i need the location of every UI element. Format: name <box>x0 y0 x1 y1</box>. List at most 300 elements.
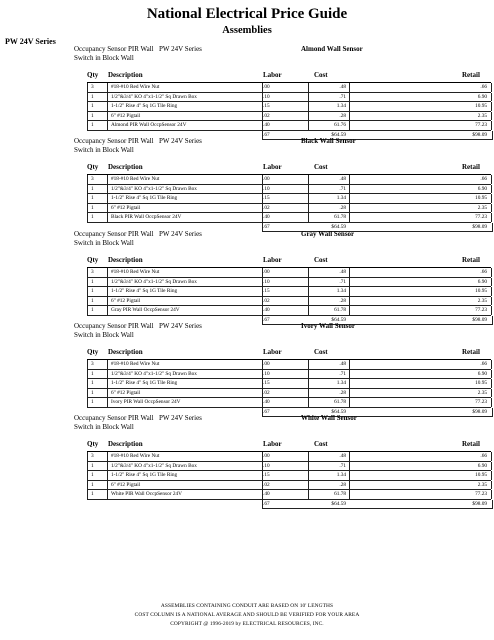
cell-border <box>491 185 492 194</box>
total-retail: $98.09 <box>472 223 487 230</box>
total-cost: $64.59 <box>331 500 346 507</box>
cell-border <box>491 297 492 306</box>
header-retail: Retail <box>462 440 480 448</box>
cell-cost: .28 <box>339 112 346 119</box>
cell-cost: 61.78 <box>334 491 346 498</box>
cell-border <box>491 93 492 102</box>
cell-qty: 1 <box>91 185 94 192</box>
cell-border <box>349 185 350 194</box>
cell-border <box>87 398 88 407</box>
cell-labor: .15 <box>263 195 270 202</box>
cell-qty: 1 <box>91 122 94 129</box>
table-row <box>87 194 491 204</box>
cell-border <box>349 297 350 306</box>
cell-description: 1/2"&3/4" KO 4"x1-1/2" Sq Drawn Box <box>111 278 197 285</box>
total-labor: .67 <box>263 500 270 507</box>
cell-border <box>491 452 492 461</box>
cell-border <box>107 398 108 407</box>
assembly-item: Occupancy Sensor PIR Wall <box>74 414 154 422</box>
cell-border <box>349 278 350 287</box>
cell-qty: 3 <box>91 453 94 459</box>
cell-labor: .00 <box>263 176 270 182</box>
cell-cost: .48 <box>339 84 346 90</box>
cell-border <box>87 452 88 461</box>
cell-border <box>87 278 88 287</box>
cell-cost: .48 <box>339 176 346 182</box>
cell-description: 6" #12 Pigtail <box>111 297 141 304</box>
table-row <box>87 306 491 316</box>
table-header <box>0 256 494 266</box>
cell-border <box>87 370 88 379</box>
cell-border <box>491 360 492 369</box>
table-header <box>0 71 494 81</box>
cell-border <box>107 268 108 277</box>
assembly-location: Switch in Block Wall <box>74 54 134 62</box>
cell-retail: 77.23 <box>475 122 487 129</box>
series-label: PW 24V Series <box>5 37 56 46</box>
cell-border <box>107 297 108 306</box>
header-cost: Cost <box>314 71 328 79</box>
table-row <box>87 360 491 370</box>
cell-border <box>107 462 108 471</box>
cell-border <box>349 268 350 277</box>
cell-description: #18-#10 Red Wire Nut <box>111 176 160 182</box>
assembly-series: PW 24V Series <box>159 45 202 53</box>
cell-border <box>107 83 108 92</box>
header-description: Description <box>108 440 143 448</box>
assembly-item: Occupancy Sensor PIR Wall <box>74 322 154 330</box>
total-retail: $98.09 <box>472 408 487 415</box>
cell-border <box>87 194 88 203</box>
assembly-location: Switch in Block Wall <box>74 239 134 247</box>
cell-labor: .40 <box>263 122 270 129</box>
cell-retail: 2.35 <box>477 204 487 211</box>
cell-border <box>349 175 350 184</box>
cell-border <box>87 83 88 92</box>
cell-cost: 1.34 <box>336 472 346 479</box>
header-qty: Qty <box>87 256 99 264</box>
assembly-location: Switch in Block Wall <box>74 146 134 154</box>
cell-border <box>107 194 108 203</box>
table-row <box>87 370 491 380</box>
cell-border <box>491 83 492 92</box>
cell-border <box>87 471 88 480</box>
footer-copyright: COPYRIGHT @ 1996-2019 by ELECTRICAL RESOURCES, INC. <box>170 621 324 627</box>
cell-border <box>349 379 350 388</box>
cell-cost: .28 <box>339 204 346 211</box>
assembly-series: PW 24V Series <box>159 322 202 330</box>
cell-cost: .28 <box>339 389 346 396</box>
assembly-name: Gray Wall Sensor <box>301 230 355 238</box>
cell-labor: .02 <box>263 389 270 396</box>
cell-labor: .40 <box>263 307 270 314</box>
cell-labor: .02 <box>263 481 270 488</box>
cell-cost: .71 <box>339 93 346 100</box>
assembly-location: Switch in Block Wall <box>74 423 134 431</box>
cell-qty: 1 <box>91 288 94 295</box>
cell-cost: 61.78 <box>334 214 346 221</box>
cell-border <box>491 287 492 296</box>
parts-table <box>87 82 491 140</box>
total-box <box>262 223 493 232</box>
cell-retail: 6.90 <box>477 462 487 469</box>
total-labor: .67 <box>263 316 270 323</box>
cell-description: 1/2"&3/4" KO 4"x1-1/2" Sq Drawn Box <box>111 462 197 469</box>
total-box <box>262 131 493 140</box>
cell-border <box>107 185 108 194</box>
header-labor: Labor <box>263 163 282 171</box>
total-cost: $64.59 <box>331 131 346 138</box>
header-labor: Labor <box>263 71 282 79</box>
cell-border <box>349 83 350 92</box>
total-labor: .67 <box>263 408 270 415</box>
cell-border <box>107 306 108 315</box>
table-header <box>0 348 494 358</box>
cell-border <box>87 481 88 490</box>
table-row <box>87 268 491 278</box>
cell-qty: 1 <box>91 93 94 100</box>
cell-border <box>349 452 350 461</box>
cell-description: 1/2"&3/4" KO 4"x1-1/2" Sq Drawn Box <box>111 185 197 192</box>
header-qty: Qty <box>87 71 99 79</box>
cell-border <box>349 121 350 130</box>
cell-border <box>349 398 350 407</box>
total-box <box>262 408 493 417</box>
cell-description: 1/2"&3/4" KO 4"x1-1/2" Sq Drawn Box <box>111 93 197 100</box>
cell-border <box>349 360 350 369</box>
cell-border <box>87 185 88 194</box>
cell-border <box>87 213 88 222</box>
total-retail: $98.09 <box>472 131 487 138</box>
header-labor: Labor <box>263 348 282 356</box>
parts-table <box>87 451 491 509</box>
total-labor: .67 <box>263 131 270 138</box>
cell-qty: 1 <box>91 389 94 396</box>
cell-labor: .00 <box>263 84 270 90</box>
table-header <box>0 163 494 173</box>
cell-retail: 77.23 <box>475 214 487 221</box>
table-row <box>87 213 491 223</box>
cell-retail: 77.23 <box>475 399 487 406</box>
cell-border <box>349 490 350 499</box>
cell-description: #18-#10 Red Wire Nut <box>111 84 160 90</box>
cell-labor: .02 <box>263 297 270 304</box>
cell-cost: 61.76 <box>334 122 346 129</box>
cell-retail: 10.95 <box>475 103 487 110</box>
header-description: Description <box>108 256 143 264</box>
table-row <box>87 83 491 93</box>
cell-cost: .28 <box>339 297 346 304</box>
cell-border <box>87 389 88 398</box>
cell-border <box>491 194 492 203</box>
assembly-item: Occupancy Sensor PIR Wall <box>74 137 154 145</box>
cell-border <box>107 379 108 388</box>
cell-labor: .10 <box>263 370 270 377</box>
cell-cost: .48 <box>339 361 346 367</box>
cell-description: 1-1/2" Rise 4" Sq 1G Tile Ring <box>111 380 178 387</box>
total-cost: $64.59 <box>331 408 346 415</box>
cell-border <box>107 112 108 121</box>
total-cost: $64.59 <box>331 316 346 323</box>
cell-labor: .10 <box>263 93 270 100</box>
assembly-item: Occupancy Sensor PIR Wall <box>74 45 154 53</box>
cell-labor: .15 <box>263 380 270 387</box>
cell-border <box>107 360 108 369</box>
total-row <box>87 500 491 509</box>
assembly-name: Black Wall Sensor <box>301 137 356 145</box>
cell-qty: 1 <box>91 370 94 377</box>
cell-qty: 1 <box>91 481 94 488</box>
cell-border <box>87 268 88 277</box>
total-cost: $64.59 <box>331 223 346 230</box>
footer-cost-note: COST COLUMN IS A NATIONAL AVERAGE AND SHOULD BE VERIFIED FOR YOUR AREA <box>134 612 360 618</box>
cell-retail: 6.90 <box>477 185 487 192</box>
cell-cost: .71 <box>339 278 346 285</box>
cell-border <box>349 102 350 111</box>
cell-border <box>107 287 108 296</box>
cell-description: 1-1/2" Rise 4" Sq 1G Tile Ring <box>111 195 178 202</box>
cell-retail: 2.35 <box>477 481 487 488</box>
header-description: Description <box>108 71 143 79</box>
cell-border <box>491 268 492 277</box>
cell-border <box>491 490 492 499</box>
footer-conduit-note: ASSEMBLIES CONTAINING CONDUIT ARE BASED ON 10' LENGTHS <box>160 603 334 609</box>
table-header <box>0 440 494 450</box>
assembly-name: White Wall Sensor <box>301 414 357 422</box>
table-row <box>87 93 491 103</box>
table-row <box>87 175 491 185</box>
cell-border <box>349 389 350 398</box>
assembly-name: Ivory Wall Sensor <box>301 322 355 330</box>
cell-cost: 1.34 <box>336 195 346 202</box>
cell-qty: 1 <box>91 297 94 304</box>
cell-border <box>491 204 492 213</box>
cell-labor: .10 <box>263 185 270 192</box>
cell-labor: .40 <box>263 491 270 498</box>
table-row <box>87 452 491 462</box>
table-row <box>87 102 491 112</box>
cell-description: #18-#10 Red Wire Nut <box>111 453 160 459</box>
assembly-series: PW 24V Series <box>159 230 202 238</box>
cell-border <box>107 204 108 213</box>
cell-description: Ivory PIR Wall OccpSensor 24V <box>111 399 181 406</box>
cell-cost: .71 <box>339 462 346 469</box>
cell-border <box>87 490 88 499</box>
cell-border <box>349 462 350 471</box>
header-description: Description <box>108 348 143 356</box>
cell-border <box>491 389 492 398</box>
cell-border <box>349 306 350 315</box>
cell-labor: .10 <box>263 462 270 469</box>
header-retail: Retail <box>462 256 480 264</box>
cell-border <box>87 93 88 102</box>
cell-description: 1-1/2" Rise 4" Sq 1G Tile Ring <box>111 472 178 479</box>
cell-border <box>107 213 108 222</box>
cell-border <box>491 175 492 184</box>
cell-labor: .02 <box>263 112 270 119</box>
total-box <box>262 316 493 325</box>
cell-border <box>107 452 108 461</box>
assembly-name: Almond Wall Sensor <box>301 45 363 53</box>
cell-qty: 3 <box>91 269 94 275</box>
parts-table <box>87 359 491 417</box>
total-labor: .67 <box>263 223 270 230</box>
table-row <box>87 389 491 399</box>
header-labor: Labor <box>263 256 282 264</box>
cell-cost: 1.34 <box>336 288 346 295</box>
cell-qty: 3 <box>91 84 94 90</box>
cell-cost: .71 <box>339 370 346 377</box>
table-row <box>87 462 491 472</box>
cell-border <box>491 398 492 407</box>
header-retail: Retail <box>462 71 480 79</box>
cell-border <box>87 297 88 306</box>
cell-border <box>491 278 492 287</box>
cell-retail: .66 <box>480 176 487 182</box>
cell-labor: .15 <box>263 103 270 110</box>
cell-border <box>87 112 88 121</box>
cell-description: Gray PIR Wall OccpSensor 24V <box>111 307 180 314</box>
total-retail: $98.09 <box>472 500 487 507</box>
cell-cost: .71 <box>339 185 346 192</box>
header-cost: Cost <box>314 348 328 356</box>
cell-cost: .48 <box>339 269 346 275</box>
cell-description: 6" #12 Pigtail <box>111 481 141 488</box>
table-row <box>87 297 491 307</box>
table-row <box>87 185 491 195</box>
cell-description: Almond PIR Wall OccpSensor 24V <box>111 122 187 129</box>
cell-cost: 61.78 <box>334 399 346 406</box>
page-title: National Electrical Price Guide <box>146 6 348 22</box>
cell-qty: 1 <box>91 195 94 202</box>
table-row <box>87 204 491 214</box>
cell-border <box>491 462 492 471</box>
header-cost: Cost <box>314 440 328 448</box>
cell-border <box>87 360 88 369</box>
cell-cost: .48 <box>339 453 346 459</box>
table-row <box>87 398 491 408</box>
assembly-series: PW 24V Series <box>159 414 202 422</box>
cell-border <box>87 204 88 213</box>
header-qty: Qty <box>87 163 99 171</box>
total-retail: $98.09 <box>472 316 487 323</box>
table-row <box>87 278 491 288</box>
cell-border <box>87 287 88 296</box>
cell-labor: .10 <box>263 278 270 285</box>
cell-border <box>349 287 350 296</box>
header-retail: Retail <box>462 163 480 171</box>
cell-retail: 10.95 <box>475 472 487 479</box>
cell-border <box>349 93 350 102</box>
cell-border <box>491 481 492 490</box>
cell-qty: 3 <box>91 361 94 367</box>
header-cost: Cost <box>314 163 328 171</box>
table-row <box>87 121 491 131</box>
cell-retail: .66 <box>480 453 487 459</box>
cell-description: #18-#10 Red Wire Nut <box>111 269 160 275</box>
cell-qty: 3 <box>91 176 94 182</box>
cell-description: Black PIR Wall OccpSensor 24V <box>111 214 182 221</box>
cell-border <box>349 213 350 222</box>
cell-border <box>87 379 88 388</box>
cell-qty: 1 <box>91 112 94 119</box>
table-row <box>87 490 491 500</box>
cell-border <box>87 175 88 184</box>
cell-qty: 1 <box>91 204 94 211</box>
cell-border <box>107 490 108 499</box>
cell-qty: 1 <box>91 103 94 110</box>
header-cost: Cost <box>314 256 328 264</box>
cell-qty: 1 <box>91 307 94 314</box>
cell-cost: 61.78 <box>334 307 346 314</box>
cell-border <box>87 102 88 111</box>
assembly-location: Switch in Block Wall <box>74 331 134 339</box>
cell-border <box>349 370 350 379</box>
header-labor: Labor <box>263 440 282 448</box>
cell-retail: 2.35 <box>477 389 487 396</box>
cell-retail: 10.95 <box>475 288 487 295</box>
cell-border <box>107 175 108 184</box>
cell-labor: .15 <box>263 288 270 295</box>
cell-qty: 1 <box>91 278 94 285</box>
cell-retail: 77.23 <box>475 307 487 314</box>
cell-border <box>107 121 108 130</box>
cell-description: #18-#10 Red Wire Nut <box>111 361 160 367</box>
cell-border <box>87 462 88 471</box>
cell-border <box>107 278 108 287</box>
cell-border <box>107 370 108 379</box>
header-qty: Qty <box>87 440 99 448</box>
cell-border <box>107 471 108 480</box>
table-row <box>87 471 491 481</box>
table-row <box>87 287 491 297</box>
cell-border <box>107 93 108 102</box>
cell-border <box>491 370 492 379</box>
cell-border <box>491 471 492 480</box>
cell-border <box>349 471 350 480</box>
cell-description: 6" #12 Pigtail <box>111 112 141 119</box>
cell-description: 6" #12 Pigtail <box>111 204 141 211</box>
cell-qty: 1 <box>91 462 94 469</box>
cell-cost: .28 <box>339 481 346 488</box>
cell-labor: .00 <box>263 269 270 275</box>
cell-border <box>349 481 350 490</box>
cell-description: 1/2"&3/4" KO 4"x1-1/2" Sq Drawn Box <box>111 370 197 377</box>
cell-labor: .15 <box>263 472 270 479</box>
cell-retail: .66 <box>480 269 487 275</box>
cell-border <box>491 121 492 130</box>
cell-border <box>349 194 350 203</box>
cell-border <box>87 306 88 315</box>
cell-border <box>107 102 108 111</box>
cell-cost: 1.34 <box>336 103 346 110</box>
cell-labor: .00 <box>263 453 270 459</box>
cell-border <box>491 112 492 121</box>
cell-border <box>107 389 108 398</box>
total-box <box>262 500 493 509</box>
page-subtitle: Assemblies <box>222 25 272 36</box>
cell-border <box>491 102 492 111</box>
header-description: Description <box>108 163 143 171</box>
cell-description: White PIR Wall OccpSensor 24V <box>111 491 182 498</box>
cell-retail: .66 <box>480 361 487 367</box>
cell-border <box>491 213 492 222</box>
cell-labor: .40 <box>263 214 270 221</box>
cell-retail: 6.90 <box>477 278 487 285</box>
header-retail: Retail <box>462 348 480 356</box>
cell-qty: 1 <box>91 472 94 479</box>
assembly-series: PW 24V Series <box>159 137 202 145</box>
